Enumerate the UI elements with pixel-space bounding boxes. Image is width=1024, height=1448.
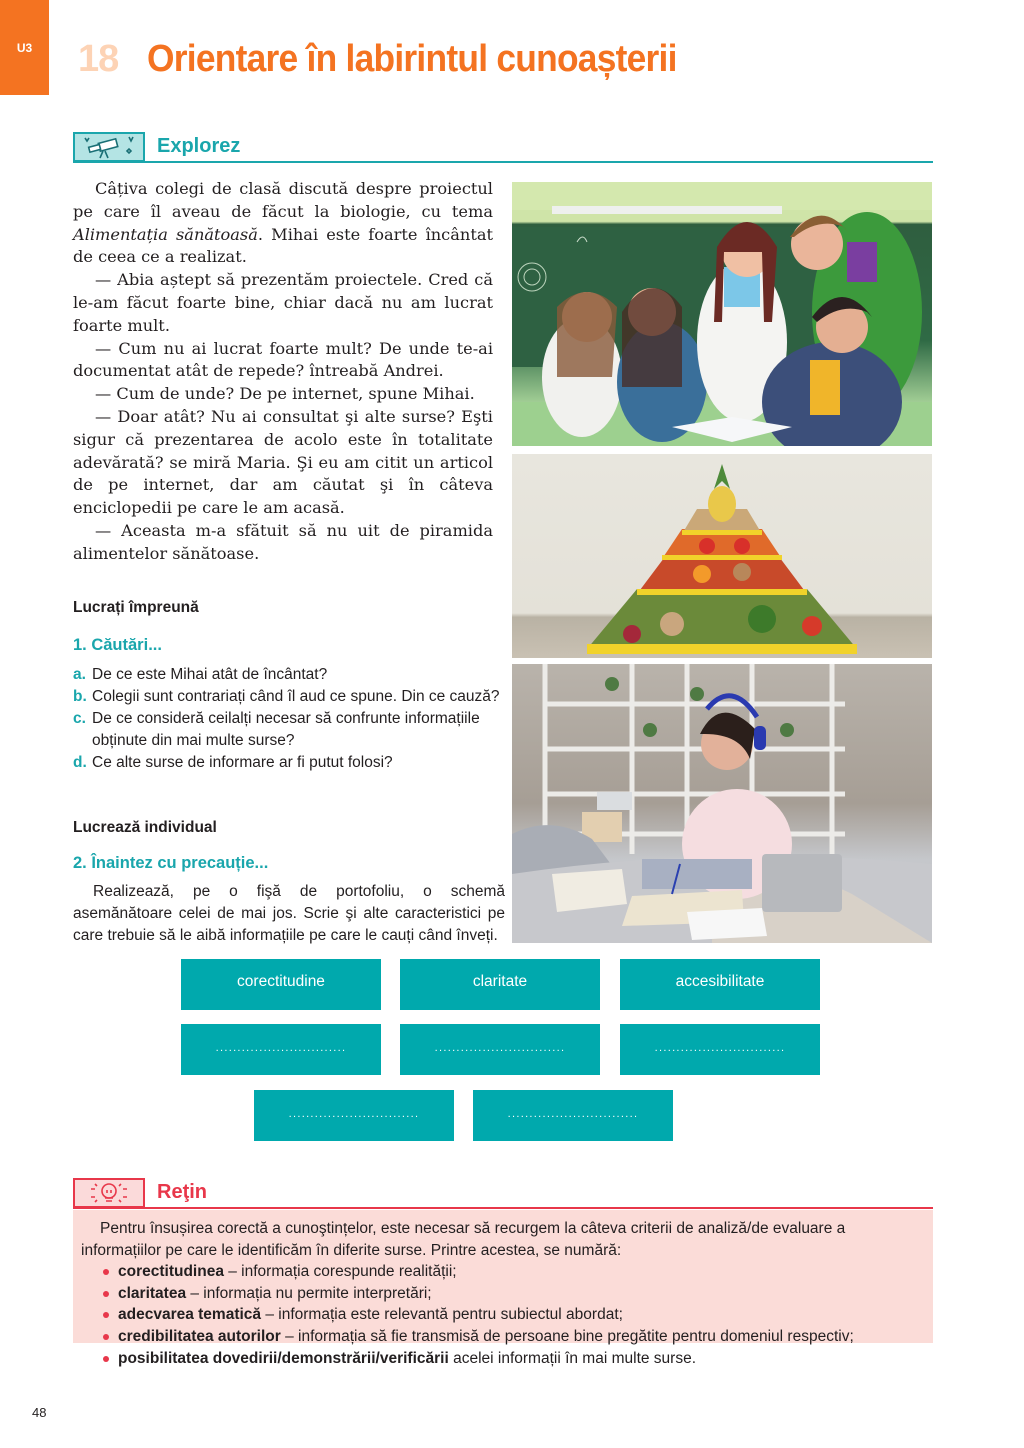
page-title: Orientare în labirintul cunoașterii [147,38,677,80]
criteria-term: corectitudinea [118,1263,224,1281]
scheme-box-blank: .............................. [181,1024,381,1075]
explore-divider [73,161,933,163]
question-text: Ce alte surse de informare ar fi putut folosi? [92,754,393,771]
retin-intro: Pentru însușirea corectă a cunoştințelor, este necesar să recurgem la câteva criterii de analiză/de evaluare a informațiilor pe care le identificăm în diferite surse. Printre acestea, se numără: [81,1220,846,1259]
task-1-questions [73,664,503,774]
task-1-title: 1. Căutări... [73,636,162,654]
unit-label: U3 [16,40,33,55]
story-text-segment: Câțiva colegi de clasă discută despre proiectul pe care îl aveau de făcut la biologie, cu tema [73,179,493,221]
criteria-term: posibilitatea dovedirii/demonstrării/verificării [118,1349,449,1367]
group-work-label: Lucrați împreună [73,599,199,616]
question-text: De ce consideră ceilalți necesar să confrunte informațiile obținute din mai multe surse? [92,710,480,749]
criteria-item [103,1283,923,1305]
bullet-icon [103,1356,109,1362]
criteria-definition: – informația nu permite interpretări; [186,1284,432,1302]
story-text [73,178,493,566]
unit-tab [0,0,49,95]
retin-box [73,1210,933,1367]
question-item [73,752,503,774]
question-item [73,664,503,686]
retin-divider [73,1207,933,1209]
story-project-theme: Alimentația sănătoasă [73,224,258,244]
criteria-item [103,1326,923,1348]
bullet-icon [103,1269,109,1275]
scheme-box-claritate: claritate [400,959,600,1010]
question-letter: d. [73,754,87,771]
lightbulb-icon [73,1178,145,1208]
bullet-icon [103,1312,109,1318]
bullet-icon [103,1334,109,1340]
story-text-segment: . Mihai este foarte încântat de ceea ce a realizat. [73,224,493,267]
lesson-number: 18 [78,38,119,80]
explore-section-header [73,130,933,163]
question-item [73,686,503,708]
scheme-box-accesibilitate: accesibilitate [620,959,820,1010]
scheme-box-blank: .............................. [254,1090,454,1141]
story-paragraph: — Doar atât? Nu ai consultat şi alte surse? Eşti sigur că prezentarea de acolo este în totalitate adevărată? se miră Maria. Şi eu am citit un articol de pe internet, dar am căutat şi în câteva enciclopedii pe care le am acasă. [73,406,493,518]
criteria-term: claritatea [118,1284,187,1302]
question-letter: c. [73,710,86,727]
food-pyramid-photo [512,454,932,658]
story-paragraph: — Cum de unde? De pe internet, spune Mihai. [95,384,475,404]
criteria-definition: acelei informații în mai multe surse. [448,1349,697,1367]
scheme-box-corectitudine: corectitudine [181,959,381,1010]
page-number: 48 [32,1405,47,1420]
question-text: Colegii sunt contrariați când îl aud ce spune. Din ce cauză? [92,688,500,705]
retin-section-header [73,1176,933,1209]
question-text: De ce este Mihai atât de încântat? [92,666,328,683]
criteria-term: credibilitatea autorilor [118,1327,281,1345]
bullet-icon [103,1291,109,1297]
story-paragraph [73,178,493,269]
criteria-definition: – informația să fie transmisă de persoane bine pregătite pentru domeniul respectiv; [280,1327,854,1345]
telescope-icon [73,132,145,162]
student-studying-photo [512,664,932,943]
criteria-item [103,1261,923,1283]
question-letter: b. [73,688,87,705]
scheme-box-blank: .............................. [400,1024,600,1075]
criteria-item [103,1304,923,1326]
retin-heading: Reţin [157,1181,207,1203]
question-item [73,708,503,752]
individual-work-label: Lucrează individual [73,819,217,836]
story-paragraph: — Abia aștept să prezentăm proiectele. Cred că le-am făcut foarte bine, chiar dacă nu am lucrat foarte mult. [73,270,493,335]
criteria-definition: – informația corespunde realității; [223,1263,457,1281]
scheme-box-blank: .............................. [473,1090,673,1141]
task-2-instructions [73,881,505,947]
students-classroom-photo [512,182,932,446]
scheme-box-blank: .............................. [620,1024,820,1075]
criteria-list [81,1261,923,1369]
explore-heading: Explorez [157,135,241,157]
criteria-definition: – informația este relevantă pentru subiectul abordat; [261,1306,623,1324]
question-letter: a. [73,666,86,683]
task-2-title: 2. Înaintez cu precauție... [73,854,269,872]
task-2-text: Realizează, pe o fişă de portofoliu, o schemă asemănătoare celei de mai jos. Scrie şi alte caracteristici pe care trebuie să le aibă informațiile pe care le cauți când înveți. [73,883,505,944]
criteria-term: adecvarea tematică [118,1306,262,1324]
criteria-item [103,1348,923,1370]
story-paragraph: — Cum nu ai lucrat foarte mult? De unde te-ai documentat atât de repede? întreabă Andrei. [73,338,493,381]
story-paragraph: — Aceasta m-a sfătuit să nu uit de piramida alimentelor sănătoase. [73,520,493,563]
